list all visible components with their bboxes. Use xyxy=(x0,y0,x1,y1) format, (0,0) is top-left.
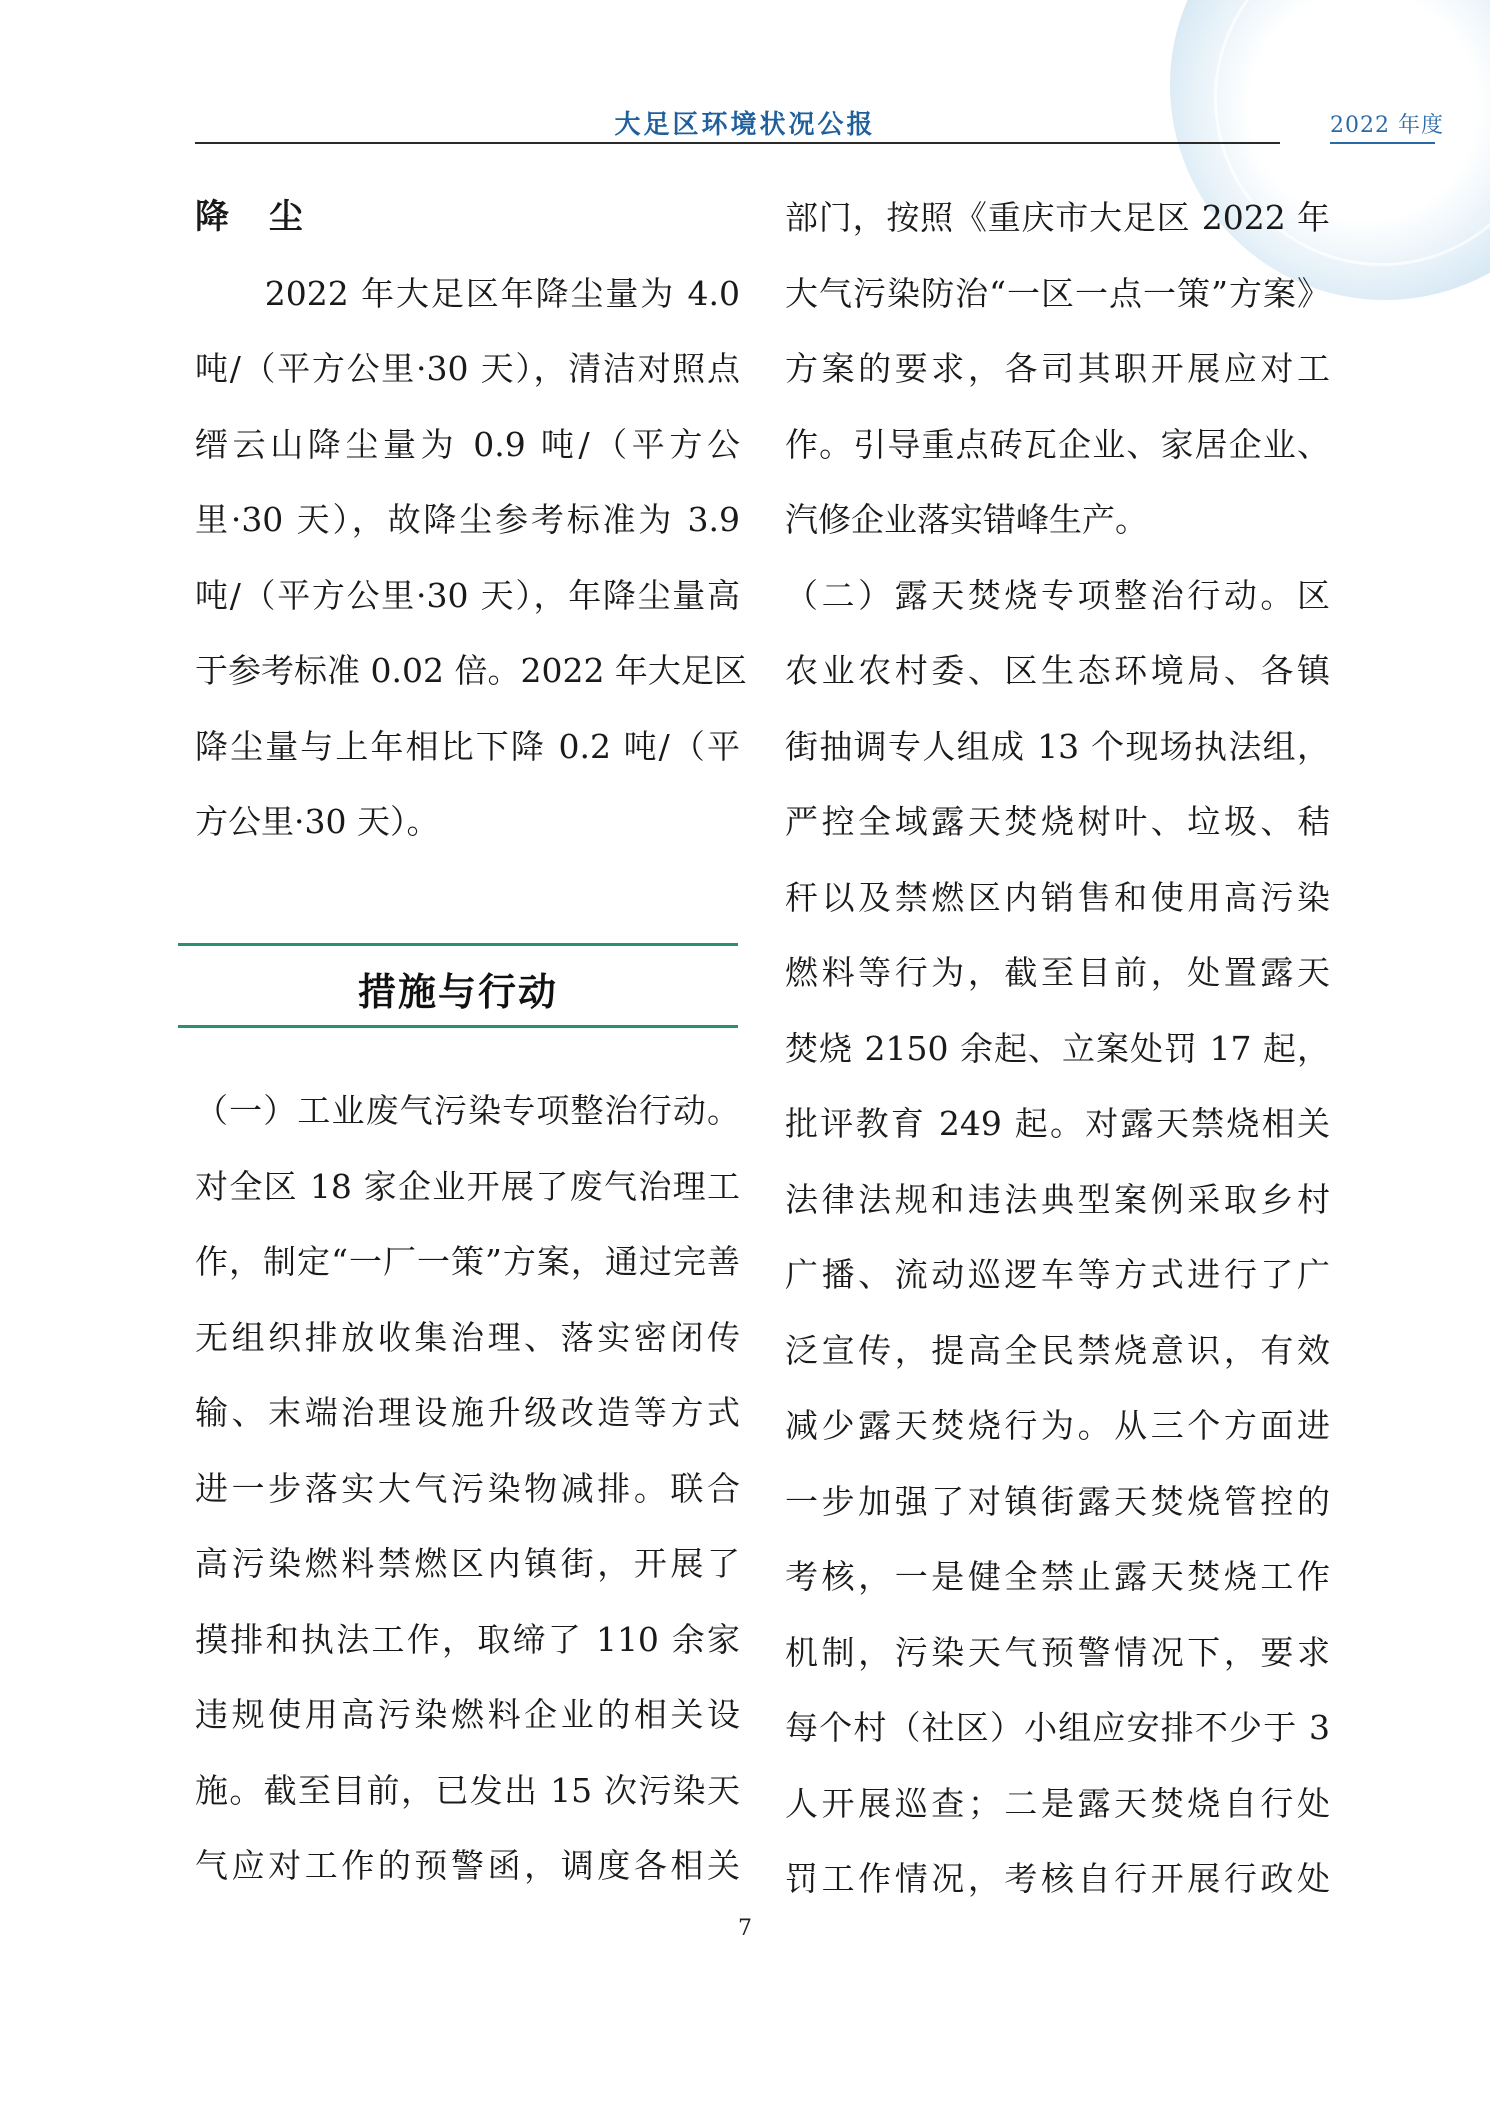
left-column xyxy=(195,180,747,860)
paragraph-line: 2022 年大足区年降尘量为 4.0 xyxy=(195,273,740,313)
paragraph-line: 燃料等行为，截至目前，处置露天 xyxy=(785,953,1330,992)
paragraph-line: 作。引导重点砖瓦企业、家居企业、 xyxy=(785,424,1330,464)
paragraph-line: 机制，污染天气预警情况下，要求 xyxy=(785,1632,1330,1672)
section-rule-top xyxy=(178,943,738,946)
paragraph-line: 农业农村委、区生态环境局、各镇 xyxy=(785,651,1330,690)
paragraph-line: 严控全域露天焚烧树叶、垃圾、秸 xyxy=(785,802,1330,841)
paragraph-line: 施。截至目前，已发出 15 次污染天 xyxy=(195,1770,740,1810)
paragraph-line: 对全区 18 家企业开展了废气治理工 xyxy=(195,1166,740,1206)
report-header-title: 大足区环境状况公报 xyxy=(614,110,876,140)
paragraph-line: 大气污染防治“一区一点一策”方案》 xyxy=(785,273,1330,313)
section-rule-bottom xyxy=(178,1025,738,1028)
right-column xyxy=(785,180,1330,1917)
paragraph-line: 秆以及禁燃区内销售和使用高污染 xyxy=(785,877,1330,917)
paragraph-line: 罚工作情况，考核自行开展行政处 xyxy=(785,1859,1330,1898)
paragraph-line: 每个村（社区）小组应安排不少于 3 xyxy=(785,1708,1330,1747)
header-divider-year xyxy=(1330,142,1435,144)
paragraph-line: 进一步落实大气污染物减排。联合 xyxy=(195,1468,740,1508)
paragraph-line: 一步加强了对镇街露天焚烧管控的 xyxy=(785,1481,1330,1521)
paragraph-line: 人开展巡查；二是露天焚烧自行处 xyxy=(785,1783,1330,1823)
paragraph-line: 方公里·30 天）。 xyxy=(195,802,440,841)
paragraph-line: 汽修企业落实错峰生产。 xyxy=(785,500,1148,539)
paragraph-line: 法律法规和违法典型案例采取乡村 xyxy=(785,1179,1330,1219)
paragraph-line: 吨/（平方公里·30 天），清洁对照点 xyxy=(195,349,740,388)
section-heading-box xyxy=(178,943,738,1028)
paragraph-line: 批评教育 249 起。对露天禁烧相关 xyxy=(785,1104,1330,1143)
header-divider xyxy=(195,142,1280,144)
paragraph-line: 广播、流动巡逻车等方式进行了广 xyxy=(785,1255,1330,1294)
paragraph-line: 部门，按照《重庆市大足区 2022 年 xyxy=(785,198,1330,237)
paragraph-line: 输、末端治理设施升级改造等方式 xyxy=(195,1393,740,1432)
paragraph-line: 摸排和执法工作，取缔了 110 余家 xyxy=(195,1619,740,1659)
paragraph-line: 吨/（平方公里·30 天），年降尘量高 xyxy=(195,575,740,615)
report-header-year: 2022 年度 xyxy=(1330,113,1444,138)
paragraph-line: 降尘量与上年相比下降 0.2 吨/（平 xyxy=(195,726,740,766)
paragraph-line: （一）工业废气污染专项整治行动。 xyxy=(195,1091,740,1130)
paragraph-line: 街抽调专人组成 13 个现场执法组， xyxy=(785,726,1330,766)
paragraph-line: （二）露天焚烧专项整治行动。区 xyxy=(785,575,1330,615)
paragraph-line: 减少露天焚烧行为。从三个方面进 xyxy=(785,1406,1330,1445)
paragraph-line: 作，制定“一厂一策”方案，通过完善 xyxy=(195,1242,740,1281)
paragraph-line: 焚烧 2150 余起、立案处罚 17 起， xyxy=(785,1028,1330,1068)
paragraph-line: 里·30 天），故降尘参考标准为 3.9 xyxy=(195,500,740,539)
section-title: 措施与行动 xyxy=(357,969,558,1014)
paragraph-line: 无组织排放收集治理、落实密闭传 xyxy=(195,1317,740,1357)
paragraph-line: 气应对工作的预警函，调度各相关 xyxy=(195,1846,740,1885)
dustfall-subheading: 降 尘 xyxy=(195,197,317,237)
paragraph-line: 方案的要求，各司其职开展应对工 xyxy=(785,349,1330,388)
paragraph-line: 高污染燃料禁燃区内镇街，开展了 xyxy=(195,1544,740,1583)
paragraph-line: 违规使用高污染燃料企业的相关设 xyxy=(195,1695,740,1734)
paragraph-line: 考核，一是健全禁止露天焚烧工作 xyxy=(785,1557,1330,1596)
left-column-lower xyxy=(195,1073,740,1904)
paragraph-line: 缙云山降尘量为 0.9 吨/（平方公 xyxy=(195,424,740,464)
page-number: 7 xyxy=(738,1916,752,1941)
paragraph-line: 于参考标准 0.02 倍。2022 年大足区 xyxy=(195,651,747,690)
paragraph-line: 泛宣传，提高全民禁烧意识，有效 xyxy=(785,1330,1330,1370)
